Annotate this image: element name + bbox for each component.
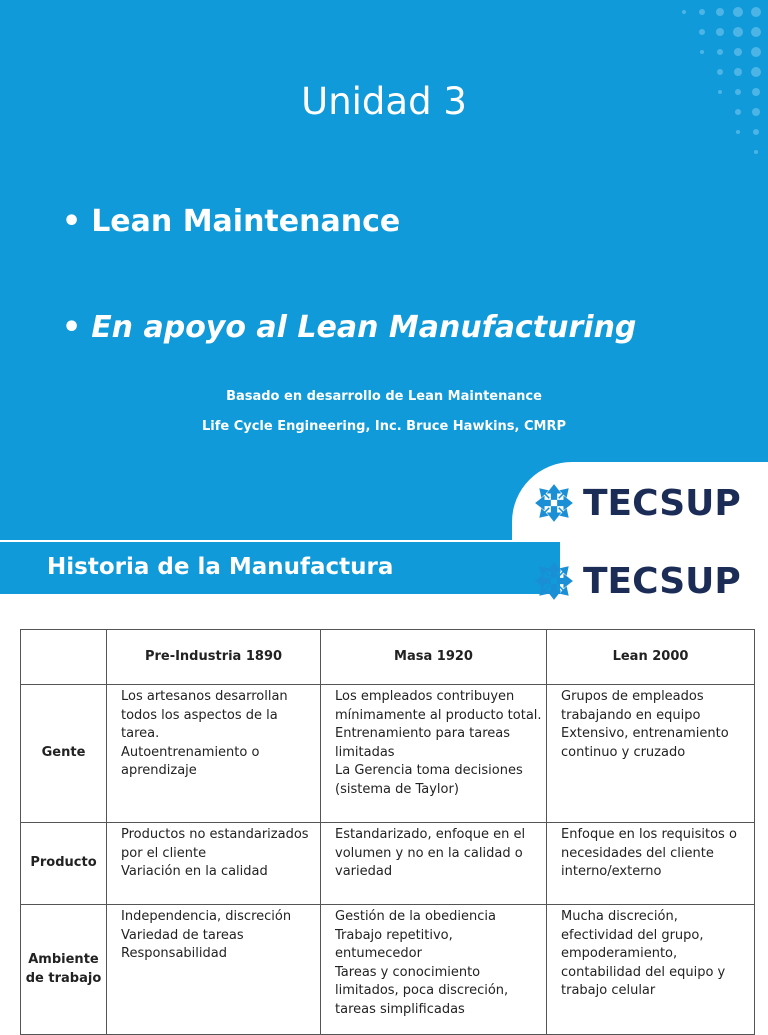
table-cell bbox=[547, 905, 755, 1035]
tecsup-logo-mark-icon bbox=[533, 560, 575, 602]
table-header-cell bbox=[21, 630, 107, 685]
bullet-text: Lean Maintenance bbox=[91, 204, 401, 239]
table-header-row bbox=[21, 630, 755, 685]
table-header-cell: Lean 2000 bbox=[547, 630, 755, 685]
credit-line-1: Basado en desarrollo de Lean Maintenance bbox=[226, 389, 542, 404]
table-cell bbox=[321, 905, 547, 1035]
table-cell bbox=[107, 685, 321, 823]
cell-line: Independencia, discreción bbox=[121, 909, 292, 924]
slide-history-title: Historia de la Manufactura bbox=[47, 554, 394, 580]
cell-line: Responsabilidad bbox=[121, 946, 227, 961]
cell-line: Tareas y conocimiento limitados, poca discreción, tareas simplificadas bbox=[335, 964, 509, 1017]
bullet-dot: • bbox=[62, 204, 82, 239]
tecsup-logo-text: TECSUP bbox=[583, 560, 741, 602]
row-label: Ambiente de trabajo bbox=[21, 905, 107, 1035]
cell-line: Trabajo repetitivo, entumecedor bbox=[335, 927, 453, 961]
table-cell bbox=[321, 685, 547, 823]
table-cell bbox=[321, 823, 547, 905]
table-cell bbox=[547, 823, 755, 905]
cell-line: Gestión de la obediencia bbox=[335, 909, 497, 924]
cell-line: Variación en la calidad bbox=[121, 864, 268, 879]
cell-line: Grupos de empleados trabajando en equipo bbox=[561, 689, 704, 723]
bullet-lean-manufacturing bbox=[62, 310, 636, 345]
table-header-cell: Pre-Industria 1890 bbox=[107, 630, 321, 685]
table-row bbox=[21, 823, 755, 905]
cell-line: Productos no estandarizados por el cliente bbox=[121, 827, 309, 861]
tecsup-logo-text: TECSUP bbox=[583, 482, 741, 524]
history-table bbox=[20, 629, 755, 1035]
table-cell bbox=[107, 905, 321, 1035]
slide-history-header bbox=[0, 542, 560, 594]
slide-title-heading: Unidad 3 bbox=[301, 80, 467, 123]
table-cell bbox=[547, 685, 755, 823]
bullet-lean-maintenance bbox=[62, 204, 400, 239]
cell-line: Mucha discreción, efectividad del grupo, empoderamiento, contabilidad del equipo y trabajo celular bbox=[561, 909, 726, 998]
tecsup-logo-mark-icon bbox=[533, 482, 575, 524]
row-label: Producto bbox=[21, 823, 107, 905]
cell-line: Enfoque en los requisitos o necesidades del cliente interno/externo bbox=[561, 827, 737, 879]
cell-line: Los empleados contribuyen mínimamente al producto total. bbox=[335, 689, 542, 723]
credit-line-2: Life Cycle Engineering, Inc. Bruce Hawkins, CMRP bbox=[201, 419, 567, 434]
bullet-dot: • bbox=[62, 310, 82, 345]
cell-line: Extensivo, entrenamiento continuo y cruzado bbox=[561, 726, 729, 760]
slide-history bbox=[0, 540, 768, 1024]
cell-line: Los artesanos desarrollan todos los aspectos de la tarea. bbox=[121, 689, 288, 741]
cell-line: La Gerencia toma decisiones (sistema de Taylor) bbox=[335, 763, 523, 797]
tecsup-logo-slide2 bbox=[533, 560, 741, 602]
table-row bbox=[21, 685, 755, 823]
table-header-cell: Masa 1920 bbox=[321, 630, 547, 685]
row-label: Gente bbox=[21, 685, 107, 823]
table-row bbox=[21, 905, 755, 1035]
tecsup-logo bbox=[533, 482, 741, 524]
cell-line: Variedad de tareas bbox=[121, 927, 244, 943]
cell-line: Autoentrenamiento o aprendizaje bbox=[121, 744, 260, 778]
cell-line: Estandarizado, enfoque en el volumen y no en la calidad o variedad bbox=[335, 827, 526, 879]
table-cell bbox=[107, 823, 321, 905]
cell-line: Entrenamiento para tareas limitadas bbox=[335, 726, 511, 760]
bullet-text: En apoyo al Lean Manufacturing bbox=[91, 310, 637, 345]
